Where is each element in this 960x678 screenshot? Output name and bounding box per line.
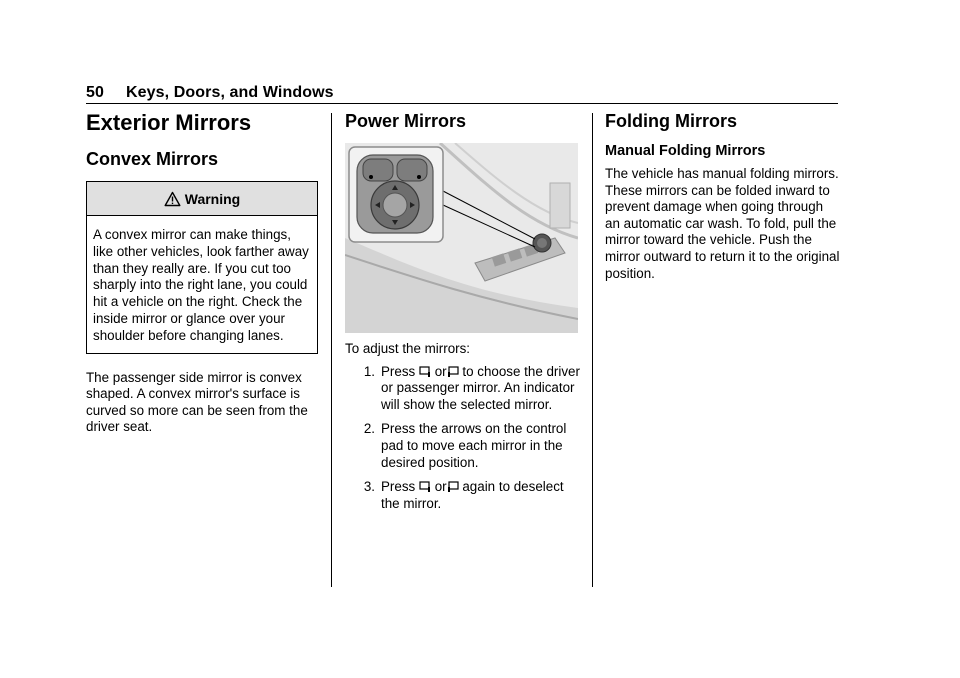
right-mirror-icon	[447, 365, 459, 378]
step-number: 3.	[363, 479, 375, 495]
step-text: to choose the driver or passenger mirror. An indicator will show the selected mirror.	[381, 363, 580, 412]
column-divider-1	[331, 113, 332, 587]
folding-body-text: The vehicle has manual folding mirrors. These mirrors can be folded inward to prevent damage when going through an automatic car wash. To fold, pull the mirror toward the vehicle. Push the mirror outward to return it to the original position.	[605, 166, 840, 281]
page-header	[86, 84, 334, 102]
column-divider-2	[592, 113, 593, 587]
convex-mirrors-heading: Convex Mirrors	[86, 149, 219, 169]
warning-text: A convex mirror can make things, like other vehicles, look farther away than they really are. If you cut too sharply into the right lane, you could hit a vehicle on the right. Check the inside mirror or glance over your shoulder before changing lanes.	[93, 227, 309, 343]
step-text: Press	[381, 479, 416, 495]
step-text: Press the arrows on the control pad to move each mirror in the desired position.	[381, 421, 567, 470]
warning-triangle-icon	[164, 191, 181, 207]
list-item	[345, 479, 581, 512]
column-exterior-mirrors	[86, 110, 320, 436]
door-panel-illustration	[345, 143, 578, 333]
step-number: 2.	[363, 421, 375, 437]
power-mirrors-intro: To adjust the mirrors:	[345, 341, 471, 356]
step-text: again to deselect the mirror.	[381, 479, 564, 511]
convex-body-text: The passenger side mirror is convex shaped. A convex mirror's surface is curved so more can be seen from the driver seat.	[86, 369, 308, 435]
step-number: 1.	[363, 363, 375, 379]
step-text: or	[434, 363, 447, 379]
steps-list	[345, 364, 581, 513]
manual-folding-heading: Manual Folding Mirrors	[605, 143, 766, 159]
warning-header	[87, 182, 317, 216]
column-folding-mirrors	[605, 110, 841, 282]
list-item	[345, 421, 581, 471]
main-title: Exterior Mirrors	[86, 110, 252, 135]
section-title: Keys, Doors, and Windows	[126, 84, 334, 101]
power-mirrors-heading: Power Mirrors	[345, 111, 467, 131]
header-rule	[86, 103, 838, 104]
left-mirror-icon	[419, 480, 431, 493]
warning-label: Warning	[184, 190, 241, 207]
mirror-control-illustration	[345, 143, 578, 333]
right-mirror-icon	[447, 480, 459, 493]
column-power-mirrors	[345, 110, 581, 520]
page-number: 50	[86, 84, 104, 101]
step-text: or	[434, 479, 447, 495]
warning-box	[86, 181, 318, 354]
folding-mirrors-heading: Folding Mirrors	[605, 111, 737, 131]
step-text: Press	[381, 363, 416, 379]
left-mirror-icon	[419, 365, 431, 378]
list-item	[345, 364, 581, 414]
